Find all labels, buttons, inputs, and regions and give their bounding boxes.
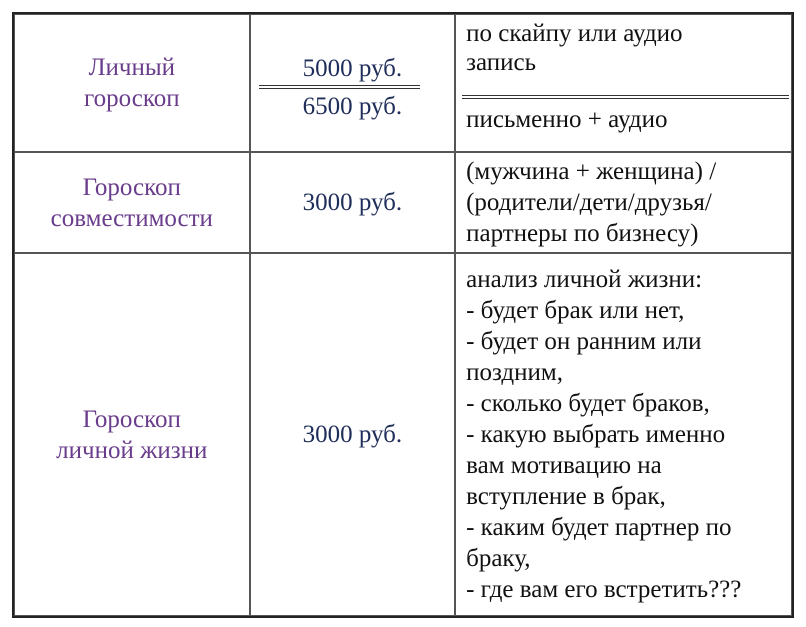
table-row xyxy=(14,253,792,616)
service-name: гороскоп xyxy=(83,85,180,112)
description-line: (родители/дети/друзья/ xyxy=(466,189,712,216)
divider xyxy=(462,95,789,96)
description-line: - где вам его встретить??? xyxy=(466,576,742,603)
price-value: 3000 руб. xyxy=(302,421,403,448)
description-line: - сколько будет браков, xyxy=(466,390,710,417)
price-value: 6500 руб. xyxy=(302,93,403,120)
price-value: 5000 руб. xyxy=(302,55,403,82)
description-line: браку, xyxy=(466,545,531,572)
service-name-cell xyxy=(14,152,250,253)
price-cell xyxy=(250,253,456,616)
service-name: совместимости xyxy=(50,204,213,232)
service-name: Гороскоп xyxy=(82,173,181,201)
divider xyxy=(259,85,421,86)
description-line: (мужчина + женщина) / xyxy=(466,158,717,185)
divider xyxy=(259,88,421,89)
description-line: - будет он ранним или xyxy=(466,328,702,355)
divider xyxy=(462,98,789,99)
table-row xyxy=(14,14,792,152)
table-row xyxy=(14,152,792,253)
description-cell xyxy=(455,14,792,152)
description-line: - какую выбрать именно xyxy=(466,421,726,448)
description-line: - будет брак или нет, xyxy=(466,297,685,324)
price-cell xyxy=(250,14,456,152)
description-text: по скайпу или аудио запись xyxy=(466,20,683,76)
description-cell xyxy=(455,253,792,616)
service-name-cell xyxy=(14,14,250,152)
description-line: поздним, xyxy=(466,359,563,386)
description-cell xyxy=(455,152,792,253)
description-line: анализ личной жизни: xyxy=(466,266,703,293)
service-name: личной жизни xyxy=(56,436,208,464)
price-table xyxy=(12,12,794,618)
price-cell xyxy=(250,152,456,253)
description-line: - каким будет партнер по xyxy=(466,514,732,541)
description-text: письменно + аудио xyxy=(466,106,668,133)
service-name: Личный xyxy=(88,54,176,81)
description-line: партнеры по бизнесу) xyxy=(466,220,699,247)
service-name-cell xyxy=(14,253,250,616)
description-line: вам мотивацию на xyxy=(466,452,662,479)
service-name: Гороскоп xyxy=(82,405,181,433)
price-value: 3000 руб. xyxy=(302,189,403,216)
description-line: вступление в брак, xyxy=(466,483,666,510)
